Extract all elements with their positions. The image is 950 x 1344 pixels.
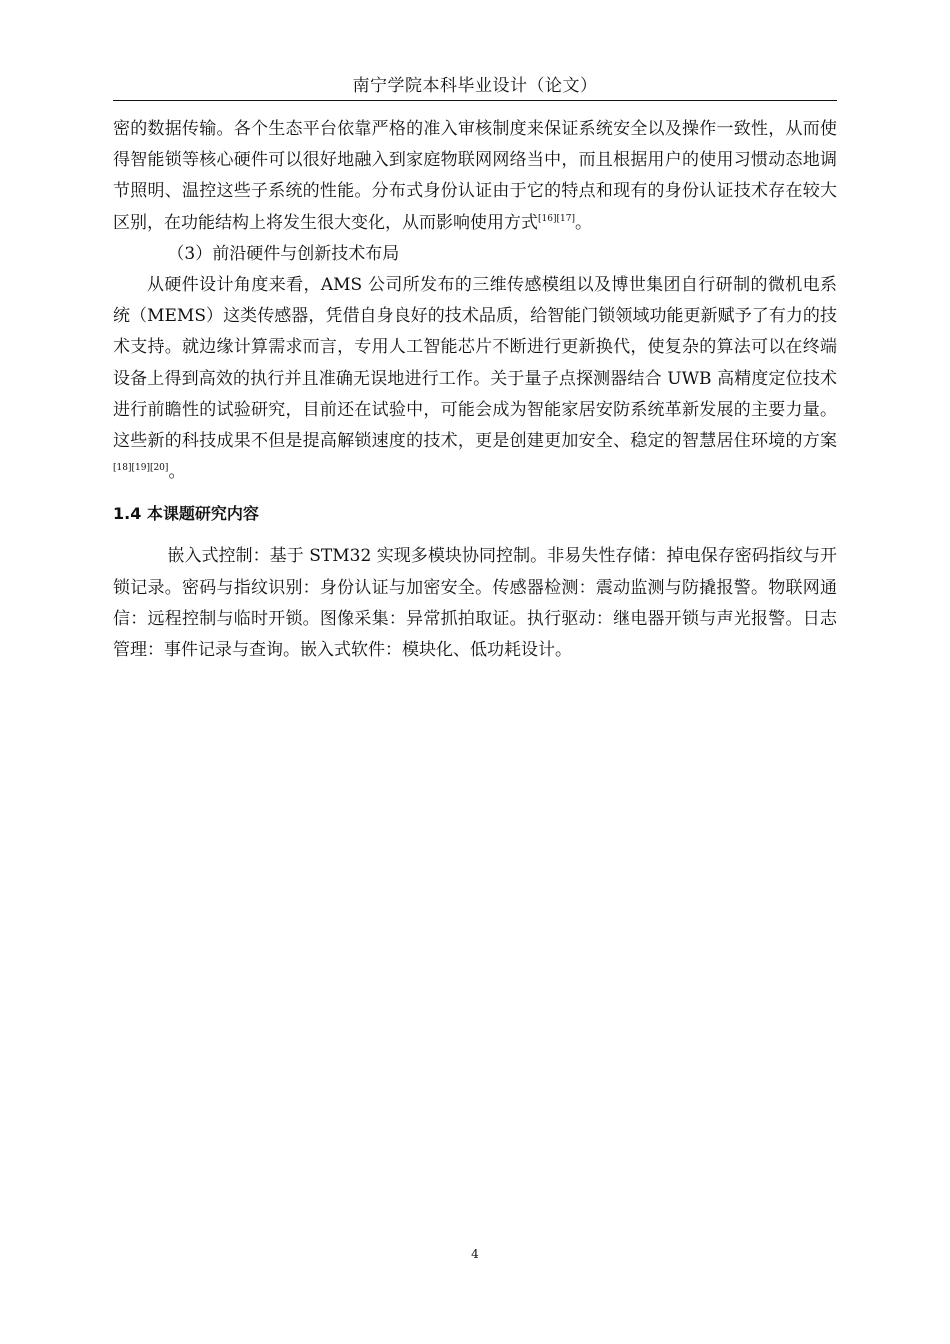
paragraph-end: 。 (574, 212, 592, 233)
page-number: 4 (471, 1247, 479, 1261)
citation-18-19-20: [18][19][20] (113, 463, 169, 474)
section-heading-1-4: 1.4 本课题研究内容 (113, 504, 259, 524)
paragraph-hardware (113, 270, 837, 488)
subheading-frontier-hardware: （3）前沿硬件与创新技术布局 (167, 243, 400, 264)
paragraph-text: 密的数据传输。各个生态平台依靠严格的准入审核制度来保证系统安全以及操作一致性，从而使得智能锁等核心硬件可以很好地融入到家庭物联网网络当中，而且根据用户的使用习惯动态地调节照明、温控这些子系统的性能。分布式身份认证由于它的特点和现有的身份认证技术存在较大区别，在功能结构上将发生很大变化，从而影响使用方式 (113, 119, 837, 233)
document-body (113, 114, 837, 666)
paragraph-research-content: 嵌入式控制：基于 STM32 实现多模块协同控制。非易失性存储：掉电保存密码指纹与开锁记录。密码与指纹识别：身份认证与加密安全。传感器检测：震动监测与防撬报警。物联网通信：远程控制与临时开锁。图像采集：异常抓拍取证。执行驱动：继电器开锁与声光报警。日志管理：事件记录与查询。嵌入式软件：模块化、低功耗设计。 (113, 546, 837, 661)
paragraph-text: 从硬件设计角度来看，AMS 公司所发布的三维传感模组以及博世集团自行研制的微机电系统（MEMS）这类传感器，凭借自身良好的技术品质，给智能门锁领域功能更新赋予了有力的技术支持。就边缘计算需求而言，专用人工智能芯片不断进行更新换代，使复杂的算法可以在终端设备上得到高效的执行并且准确无误地进行工作。关于量子点探测器结合 UWB 高精度定位技术进行前瞻性的试验研究，目前还在试验中，可能会成为智能家居安防系统革新发展的主要力量。这些新的科技成果不但是提高解锁速度的技术，更是创建更加安全、稳定的智慧居住环境的方案 (113, 275, 837, 452)
header-divider (113, 100, 837, 101)
paragraph-ecosystem (113, 114, 837, 239)
page-header-title: 南宁学院本科毕业设计（论文） (352, 76, 598, 96)
paragraph-end: 。 (168, 462, 186, 483)
citation-16-17: [16][17] (538, 213, 575, 224)
